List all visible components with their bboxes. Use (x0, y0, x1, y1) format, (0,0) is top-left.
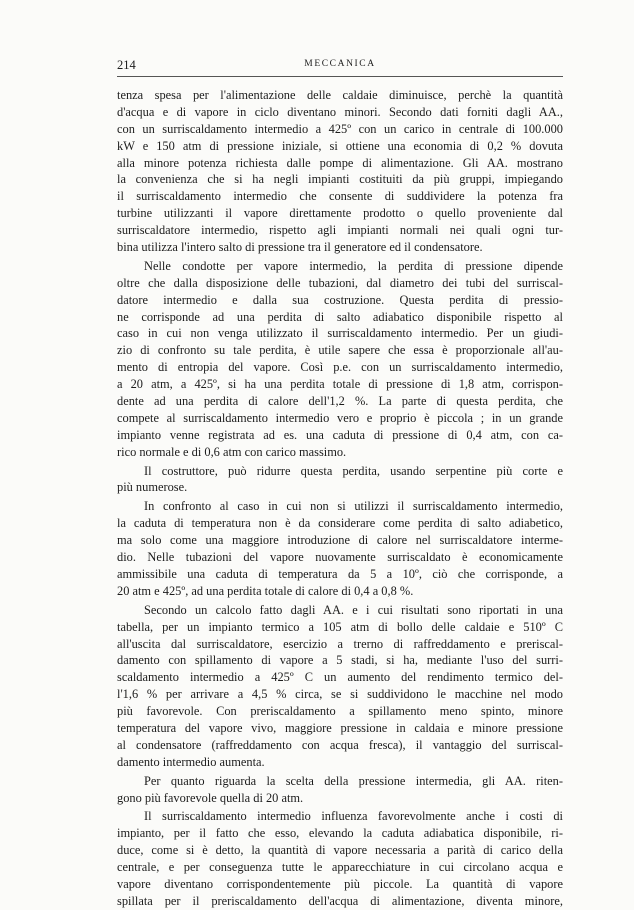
text-line: turbine utilizzanti il vapore direttamente prodotto o quello proveniente dal (117, 206, 563, 221)
text-line: bina utilizza l'intero salto di pressione tra il generatore ed il condensatore. (117, 240, 483, 255)
page-number: 214 (117, 58, 136, 72)
text-line: caso in cui non venga utilizzato il surriscaldamento intermedio. Per un giudi- (117, 326, 563, 341)
paragraph (117, 808, 563, 909)
text-line: impianto venne registrata ad es. una caduta di pressione di 0,4 atm, con ca- (117, 427, 563, 442)
text-line: ammissibile una caduta di temperatura da 5 a 10º, ciò che corrisponde, a (117, 566, 563, 581)
text-line: tenza spesa per l'alimentazione delle caldaie diminuisce, perchè la quantità (117, 88, 563, 102)
text-line: a 20 atm, a 425º, si ha una perdita totale di pressione di 1,8 atm, corrispon- (117, 377, 563, 392)
text-line: gono più favorevole quella di 20 atm. (117, 790, 304, 805)
text-line: Il surriscaldamento intermedio influenza favorevolmente anche i costi di (144, 809, 563, 824)
body-text (117, 87, 563, 910)
text-line: compete al surriscaldamento intermedio vero e proprio è piccola ; in un grande (117, 410, 563, 425)
text-line: temperatura del vapore vivo, maggiore pressione in caldaia e minore pressione (117, 720, 563, 735)
text-line: dente ad una perdita di calore dell'1,2 %. La parte di questa perdita, che (117, 394, 563, 409)
text-line: scaldamento intermedio a 425º C un aumento del rendimento termico del- (117, 670, 563, 685)
text-line: più numerose. (117, 480, 188, 495)
paragraph (117, 498, 563, 599)
text-line: duce, come si è detto, la quantità di vapore necessaria a parità di carico della (117, 843, 563, 858)
text-line: surriscaldatore intermedio, rispetto agli impianti normali nei quali ogni tur- (117, 223, 563, 238)
text-line: oltre che dalla disposizione delle tubazioni, dal diametro dei tubi del surriscal- (117, 275, 563, 290)
text-line: il surriscaldamento intermedio che consente di suddividere la potenza fra (117, 189, 563, 204)
text-line: impianto, per il fatto che esso, elevando la caduta adiabatica disponibile, ri- (117, 826, 563, 841)
text-line: mento di entropia del vapore. Così p.e. con un surriscaldamento intermedio, (117, 360, 563, 375)
text-line: al condensatore (raffreddamento con acqua fresca), il vantaggio del surriscal- (117, 737, 563, 752)
text-line: datore intermedio e dalla sua costruzione. Questa perdita di pressio- (117, 292, 563, 307)
paragraph (117, 258, 563, 461)
text-line: con un surriscaldamento intermedio a 425º con un carico in centrale di 100.000 (117, 121, 563, 136)
page-header (117, 56, 563, 76)
header-rule (117, 76, 563, 77)
text-line: dio. Nelle tubazioni del vapore nuovamente surriscaldato è economicamente (117, 550, 563, 565)
text-line: tabella, per un impianto termico a 105 atm di bollo delle caldaie e 510º C (117, 619, 563, 634)
text-line: spillata per il preriscaldamento dell'acqua di alimentazione, diventa minore, (117, 893, 563, 908)
text-line: damento intermedio aumenta. (117, 754, 265, 769)
text-line: In confronto al caso in cui non si utilizzi il surriscaldamento intermedio, (144, 499, 563, 514)
text-line: Il costruttore, può ridurre questa perdita, usando serpentine più corte e (144, 463, 563, 478)
text-line: più favorevole. Con preriscaldamento a spillamento meno spinto, minore (117, 704, 563, 719)
text-line: la caduta di temperatura non è da considerare come perdita di salto adiabetico, (117, 516, 563, 531)
running-title: MECCANICA (304, 59, 376, 69)
text-line: damento con spillamento di vapore a 5 stadi, si ha, mediante l'uso del surri- (117, 653, 563, 668)
paragraph (117, 773, 563, 807)
text-line: all'uscita dal surriscaldatore, esercizio a trerno di raffreddamento e preriscal- (117, 636, 563, 651)
text-line: ne corrisponde ad una perdita di salto adiabatico disponibile rispetto al (117, 309, 563, 324)
text-line: l'1,6 % per arrivare a 4,5 % circa, se si suddividono le macchine nel modo (117, 687, 563, 702)
text-line: centrale, e per conseguenza tutte le apparecchiature in cui circolano acqua e (117, 860, 563, 875)
text-line: Secondo un calcolo fatto dagli AA. e i cui risultati sono riportati in una (144, 602, 563, 617)
paragraph (117, 602, 563, 771)
paragraph (117, 87, 563, 256)
text-line: ma solo come una maggiore introduzione di calore nel surriscaldatore interme- (117, 533, 563, 548)
text-line: 20 atm e 425º, ad una perdita totale di calore di 0,4 a 0,8 %. (117, 583, 414, 598)
text-line: la convenienza che si ha negli impianti costituiti da più gruppi, impiegando (117, 172, 563, 187)
paragraph (117, 463, 563, 497)
text-line: kW e 150 atm di pressione iniziale, si ottiene una economia di 0,2 % dovuta (117, 138, 563, 153)
text-line: zio di confronto su tale perdita, è utile sapere che essa è proporzionale all'au- (117, 343, 563, 358)
text-line: Nelle condotte per vapore intermedio, la perdita di pressione dipende (144, 258, 563, 273)
text-line: rico normale e di 0,6 atm con carico massimo. (117, 444, 347, 459)
text-line: d'acqua e di vapore in ciclo diventano minori. Secondo dati forniti dagli AA., (117, 104, 563, 119)
text-line: alla minore potenza richiesta dalle pompe di alimentazione. Gli AA. mostrano (117, 155, 563, 170)
text-line: vapore diventano corrispondentemente più piccole. La quantità di vapore (117, 876, 563, 891)
text-line: Per quanto riguarda la scelta della pressione intermedia, gli AA. riten- (144, 773, 563, 788)
